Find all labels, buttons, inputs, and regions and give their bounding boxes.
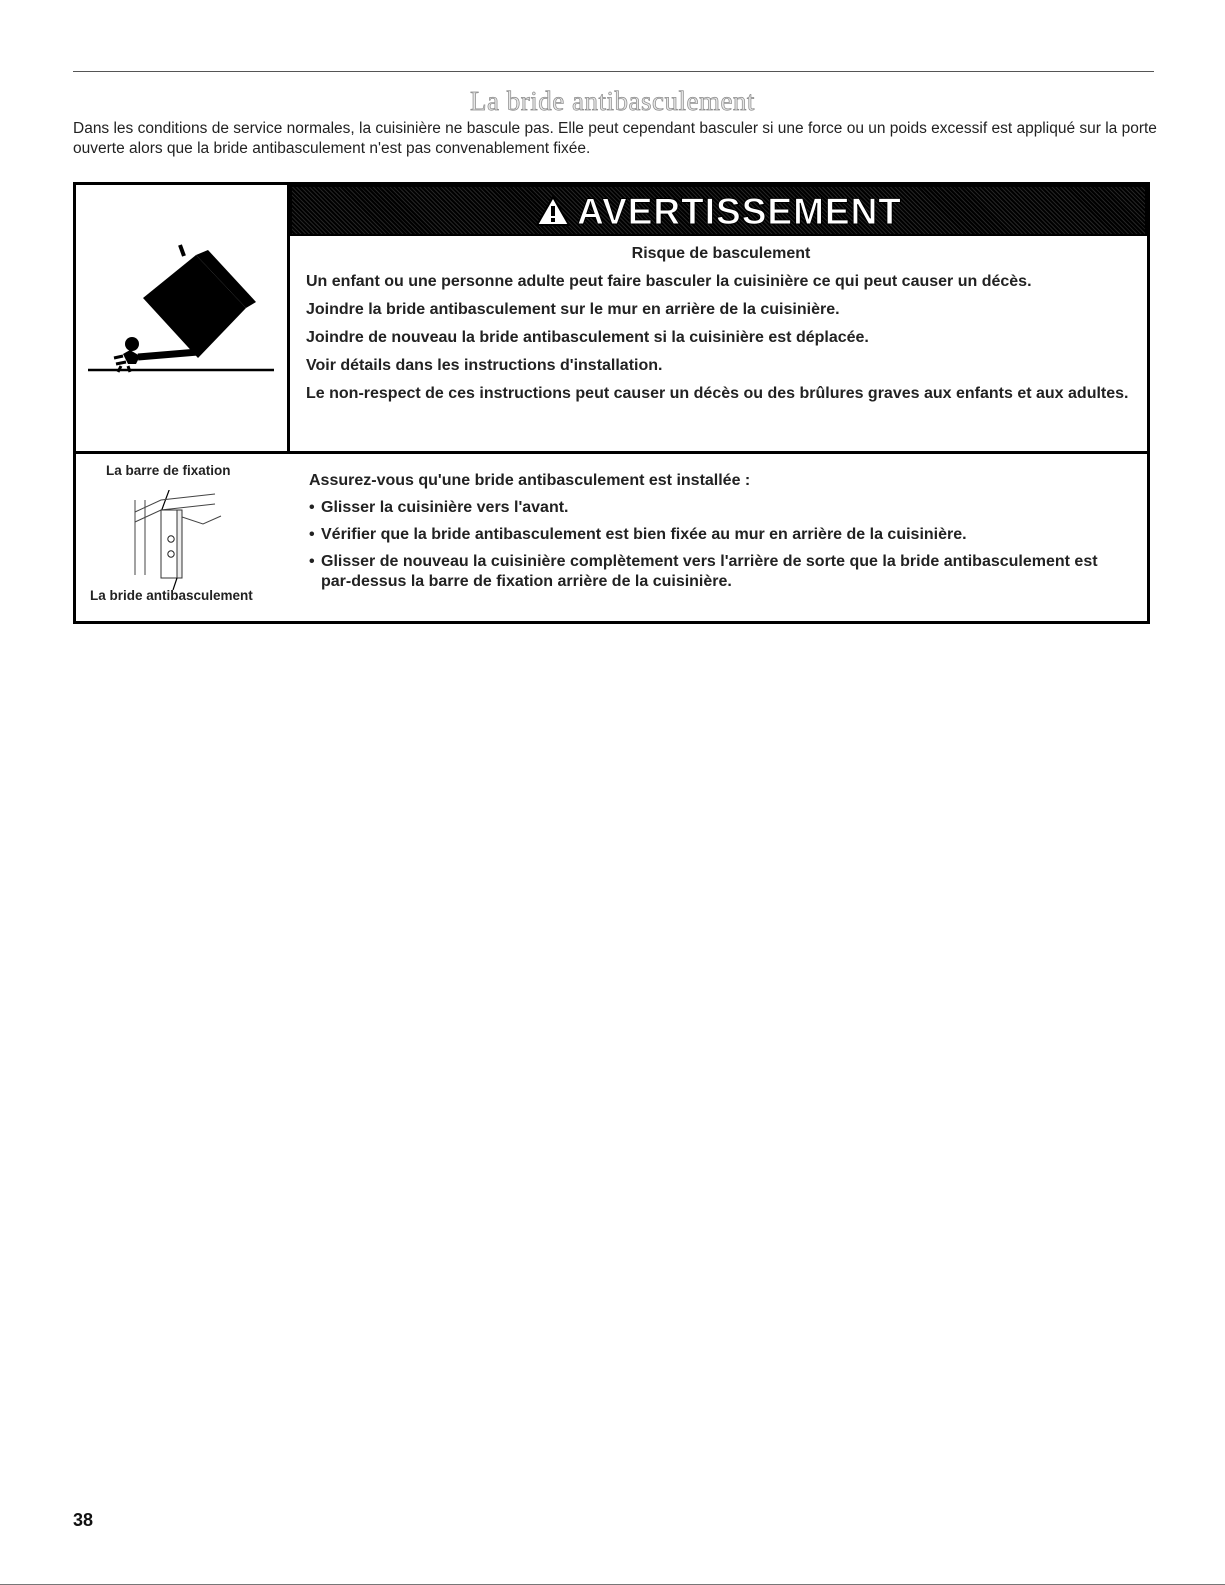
warning-heading: Risque de basculement: [631, 245, 811, 262]
warning-line: Joindre la bride antibasculement sur le mur en arrière de la cuisinière.: [306, 301, 840, 318]
checklist: [309, 471, 1119, 599]
warning-banner: [290, 185, 1147, 236]
warning-text: [306, 245, 1136, 412]
warning-line: Voir détails dans les instructions d'installation.: [306, 357, 663, 374]
tipping-range-illustration: [88, 240, 278, 380]
warning-line: Le non-respect de ces instructions peut causer un décès ou des brûlures graves aux enfants et aux adultes.: [306, 385, 1129, 402]
warning-triangle-icon: [535, 195, 571, 227]
anti-tip-bracket-label: La bride antibasculement: [90, 588, 253, 603]
top-rule: [73, 71, 1154, 72]
intro-paragraph: Dans les conditions de service normales, la cuisinière ne bascule pas. Elle peut cependant basculer si une force ou un poids excessif est appliqué sur la porte ouverte alors que la bride antibasculement n'est pas convenablement fixée.: [73, 120, 1157, 157]
warning-line: Un enfant ou une personne adulte peut faire basculer la cuisinière ce qui peut causer un décès.: [306, 273, 1032, 290]
bracket-diagram: [131, 490, 241, 590]
warning-banner-text: AVERTISSEMENT: [577, 190, 902, 232]
checklist-lead: Assurez-vous qu'une bride antibasculement est installée :: [309, 472, 751, 489]
horizontal-divider: [76, 451, 1147, 454]
warning-line: Joindre de nouveau la bride antibasculement si la cuisinière est déplacée.: [306, 329, 869, 346]
section-title: La bride antibasculement: [470, 86, 755, 116]
checklist-item: • Glisser de nouveau la cuisinière complètement vers l'arrière de sorte que la bride antibasculement est par-dessus la barre de fixation arrière de la cuisinière.: [309, 552, 1119, 592]
warning-box: [73, 182, 1150, 624]
mounting-bar-label: La barre de fixation: [106, 463, 231, 478]
checklist-item: • Glisser la cuisinière vers l'avant.: [309, 498, 1119, 518]
checklist-item: • Vérifier que la bride antibasculement est bien fixée au mur en arrière de la cuisinière.: [309, 525, 1119, 545]
page-number: 38: [73, 1510, 94, 1530]
